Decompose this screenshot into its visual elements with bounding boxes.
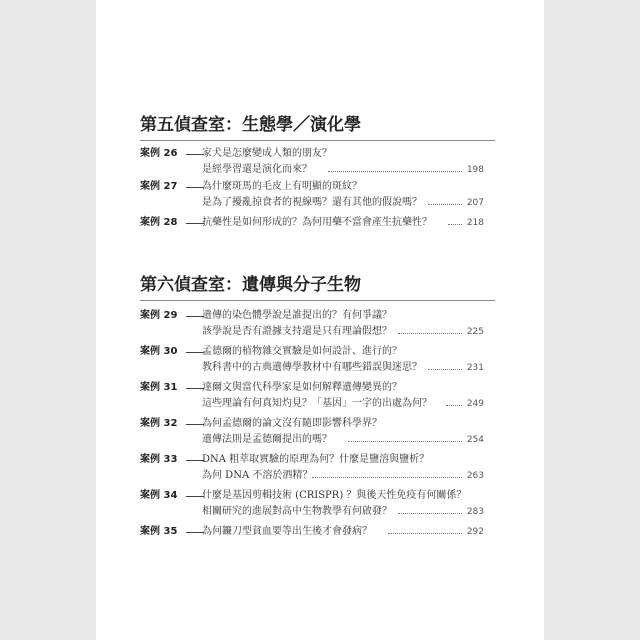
- entry-text: 為什麼斑馬的毛皮上有明顯的斑紋？: [202, 181, 362, 192]
- entry-line: [202, 396, 484, 412]
- entry-text: 遺傳法則是孟德爾提出的嗎？: [202, 434, 332, 445]
- entry-text: 相關研究的進展對高中生物教學有何啟發？: [202, 506, 392, 517]
- entry-text: 是為了擾亂掠食者的視線嗎？還有其他的假說嗎？: [202, 197, 422, 208]
- page-number: 283: [466, 507, 484, 517]
- entry-line: [202, 432, 484, 448]
- page-number: 231: [466, 363, 484, 373]
- entry-line: [202, 380, 484, 396]
- entry-line: [202, 488, 484, 504]
- case-label: 案例 28: [140, 217, 178, 228]
- title-rule: [140, 300, 495, 301]
- entry-text: 孟德爾的植物雜交實驗是如何設計、進行的？: [202, 346, 402, 357]
- entry-line: [202, 195, 484, 211]
- page-number: 218: [466, 218, 484, 228]
- entry-text: 教科書中的古典遺傳學教材中有哪些錯誤與迷思？: [202, 362, 422, 373]
- leader-dots: [448, 224, 462, 225]
- entry-line: [202, 324, 484, 340]
- entry-text: 達爾文與當代科學家是如何解釋遺傳變異的？: [202, 382, 402, 393]
- page-number: 198: [466, 165, 484, 175]
- page-number: 207: [466, 198, 484, 208]
- leader-dots: [398, 513, 462, 514]
- section-title: 第五偵查室：生態學／演化學: [140, 115, 361, 135]
- entry-text: 是經學習還是演化而來？: [202, 164, 312, 175]
- entry-line: [202, 146, 484, 162]
- entry-text: 為何 DNA 不溶於酒精？: [202, 470, 313, 481]
- entry-text: 抗藥性是如何形成的？為何用藥不當會產生抗藥性？: [202, 217, 432, 228]
- case-label: 案例 35: [140, 526, 178, 537]
- leader-dots: [398, 333, 462, 334]
- page-number: 292: [466, 527, 484, 537]
- title-rule: [140, 140, 495, 141]
- entry-line: [202, 179, 484, 195]
- entry-line: [202, 468, 484, 484]
- entry-text: 什麼是基因剪輯技術 (CRISPR) ？與後天性免疫有何關係？: [202, 490, 467, 501]
- leader-dots: [388, 533, 462, 534]
- case-label: 案例 31: [140, 382, 178, 393]
- entry-line: [202, 344, 484, 360]
- section-title: 第六偵查室：遺傳與分子生物: [140, 275, 361, 295]
- case-label: 案例 32: [140, 418, 178, 429]
- entry-line: [202, 215, 484, 231]
- case-label: 案例 34: [140, 490, 178, 501]
- case-label: 案例 30: [140, 346, 178, 357]
- page-number: 249: [466, 399, 484, 409]
- entry-line: [202, 452, 484, 468]
- entry-text: 該學說是否有證據支持還是只有理論假想？: [202, 326, 392, 337]
- page-number: 254: [466, 435, 484, 445]
- case-label: 案例 27: [140, 181, 178, 192]
- leader-dots: [446, 405, 462, 406]
- entry-line: [202, 308, 484, 324]
- case-label: 案例 29: [140, 310, 178, 321]
- entry-text: 家犬是怎麼變成人類的朋友？: [202, 148, 332, 159]
- leader-dots: [348, 441, 462, 442]
- entry-line: [202, 416, 484, 432]
- entry-line: [202, 360, 484, 376]
- case-label: 案例 33: [140, 454, 178, 465]
- leader-dots: [312, 477, 462, 478]
- entry-text: 為何鐮刀型貧血要等出生後才會發病？: [202, 526, 372, 537]
- page-number: 263: [466, 471, 484, 481]
- entry-text: 這些理論有何真知灼見？「基因」一字的出處為何？: [202, 398, 432, 409]
- case-label: 案例 26: [140, 148, 178, 159]
- entry-text: 為何孟德爾的論文沒有隨即影響科學界？: [202, 418, 382, 429]
- entry-line: [202, 162, 484, 178]
- entry-line: [202, 504, 484, 520]
- entry-text: DNA 粗萃取實驗的原理為何？什麼是鹽溶與鹽析？: [202, 454, 430, 465]
- entry-text: 遺傳的染色體學說是誰提出的？有何爭議？: [202, 310, 392, 321]
- entry-line: [202, 524, 484, 540]
- leader-dots: [328, 171, 462, 172]
- leader-dots: [428, 204, 462, 205]
- page-number: 225: [466, 327, 484, 337]
- leader-dots: [428, 369, 462, 370]
